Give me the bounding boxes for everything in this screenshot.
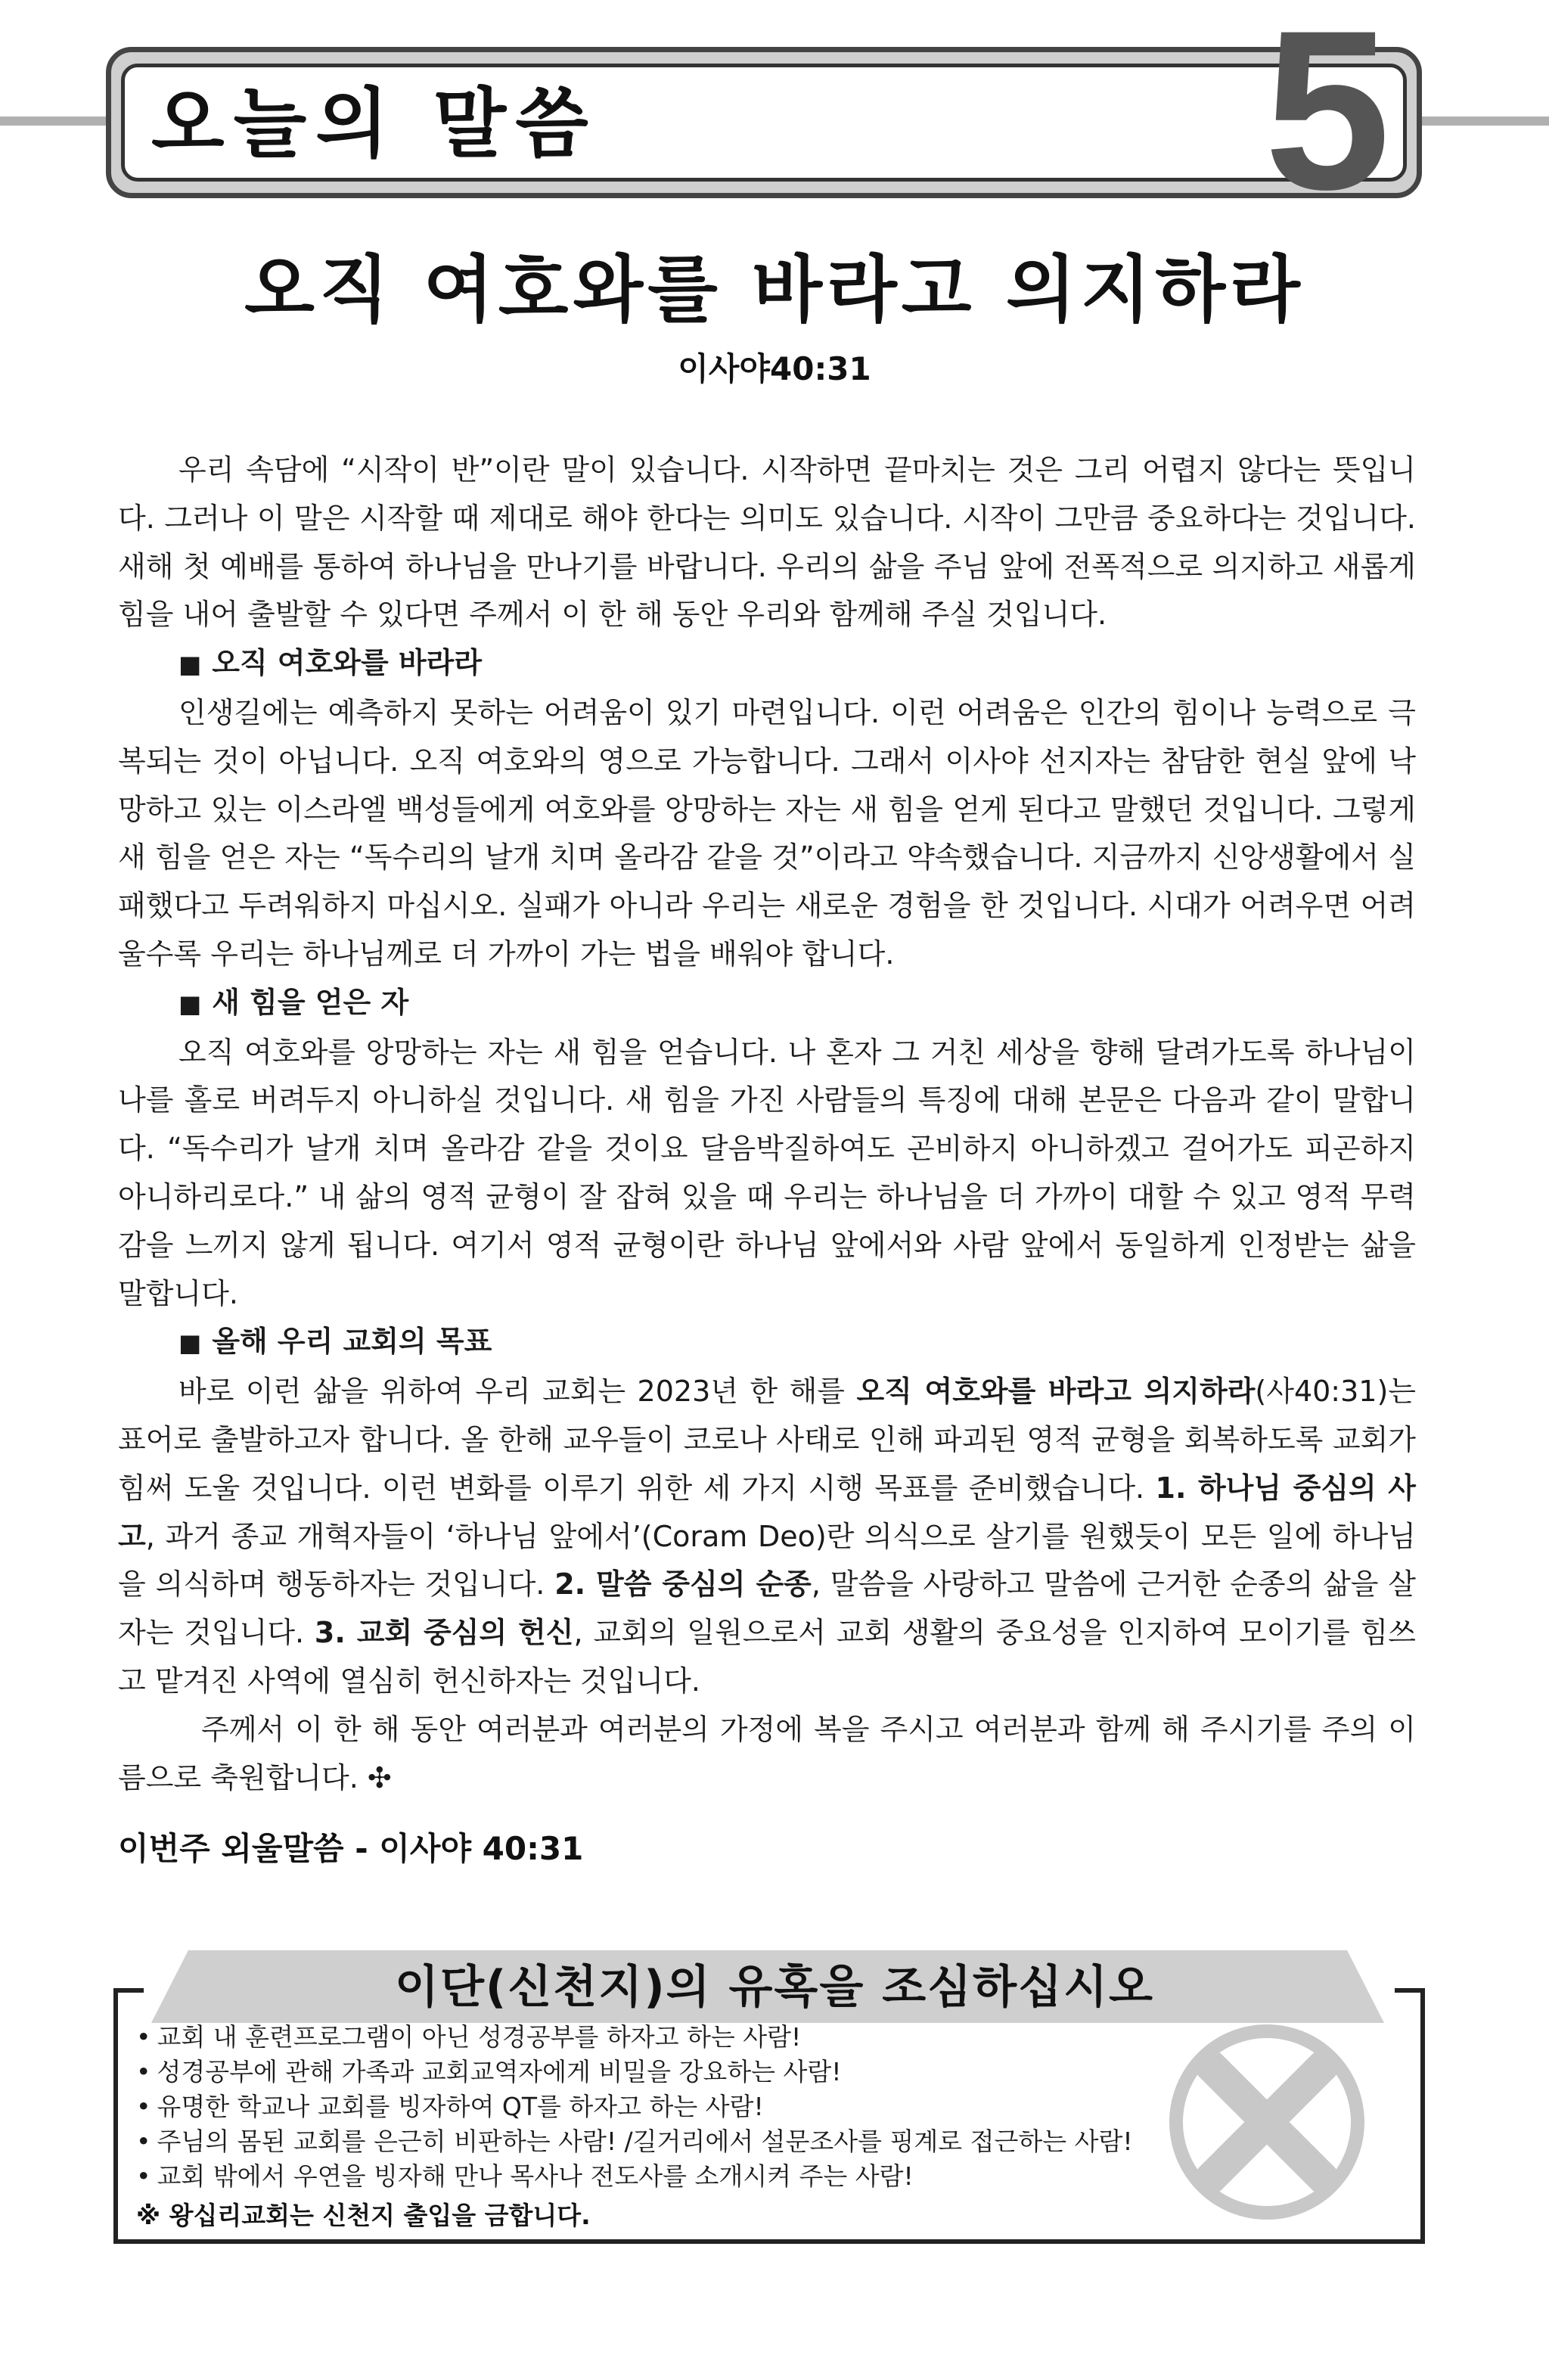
section-heading [118, 1318, 1416, 1368]
list-item [136, 2159, 1407, 2194]
goal-1-title: 1. 하나님 중심의 사고 [118, 1471, 1416, 1553]
list-item-text: 교회 밖에서 우연을 빙자해 만나 목사나 전도사를 소개시켜 주는 사람! [157, 2161, 914, 2191]
goal-3-text: , 교회의 일원으로서 교회 생활의 중요성을 인지하여 모이기를 힘쓰고 맡겨진 사역에 열심히 헌신하자는 것입니다. [118, 1616, 1416, 1698]
scripture-reference: 이사야40:31 [678, 350, 871, 387]
week-number: 5 [1264, 0, 1391, 237]
warning-title: 이단(신천지)의 유혹을 조심하십시오 [394, 1961, 1155, 2014]
list-item [136, 2055, 1407, 2089]
goal-1-text: , 과거 종교 개혁자들이 ‘하나님 앞에서’(Coram Deo)란 의식으로 살기를 원했듯이 모든 일에 하나님을 의식하며 행동하자는 것입니다. [118, 1519, 1416, 1602]
section-heading [118, 639, 1416, 689]
section-paragraph: 인생길에는 예측하지 못하는 어려움이 있기 마련입니다. 이런 어려움은 인간의 힘이나 능력으로 극복되는 것이 아닙니다. 오직 여호와의 영으로 가능합니다. 그래서 이사야 선지자는 참담한 현실 앞에 낙망하고 있는 이스라엘 백성들에게 여호와를 앙망하는 자는 새 힘을 얻게 된다고 말했던 것입니다. 그렇게 새 힘을 얻은 자는 “독수리의 날개 치며 올라감 같을 것”이라고 약속했습니다. 지금까지 신앙생활에서 실패했다고 두려워하지 마십시오. 실패가 아니라 우리는 새로운 경험을 한 것입니다. 시대가 어려우면 어려울수록 우리는 하나님께로 더 가까이 가는 법을 배워야 합니다. [118, 695, 1416, 971]
closing-text: 주께서 이 한 해 동안 여러분과 여러분의 가정에 복을 주시고 여러분과 함께 해 주시기를 주의 이름으로 축원합니다. [118, 1712, 1416, 1794]
closing-paragraph [118, 1706, 1416, 1803]
page-header-title: 오늘의 말씀 [151, 79, 598, 168]
goal-2-text: , 말씀을 사랑하고 말씀에 근거한 순종의 삶을 살자는 것입니다. [118, 1568, 1416, 1650]
bullet: • [136, 2127, 151, 2156]
intro-paragraph: 우리 속담에 “시작이 반”이란 말이 있습니다. 시작하면 끝마치는 것은 그리 어렵지 않다는 뜻입니다. 그러나 이 말은 시작할 때 제대로 해야 한다는 의미도 있습니다. 시작이 그만큼 중요하다는 것입니다. 새해 첫 예배를 통하여 하나님을 만나기를 바랍니다. 우리의 삶을 주님 앞에 전폭적으로 의지하고 새롭게 힘을 내어 출발할 수 있다면 주께서 이 한 해 동안 우리와 함께해 주실 것입니다. [118, 453, 1416, 632]
bullet: • [136, 2022, 151, 2052]
section-heading-text: 새 힘을 얻은 자 [212, 985, 409, 1019]
goals-text: (사40:31)는 표어로 출발하고자 합니다. 올 한해 교우들이 코로나 사태로 인해 파괴된 영적 균형을 회복하도록 교회가 힘써 도울 것입니다. 이런 변화를 이루기 위한 세 가지 시행 목표를 준비했습니다. [118, 1375, 1416, 1505]
bullet: • [136, 2057, 151, 2086]
memory-verse: 이번주 외울말씀 - 이사야 40:31 [118, 1830, 584, 1867]
list-item-text: 성경공부에 관해 가족과 교회교역자에게 비밀을 강요하는 사람! [157, 2057, 842, 2086]
bullet: • [136, 2092, 151, 2121]
list-item-text: 교회 내 훈련프로그램이 아닌 성경공부를 하자고 하는 사람! [157, 2022, 802, 2052]
list-item [136, 2089, 1407, 2124]
section-paragraph: 오직 여호와를 앙망하는 자는 새 힘을 얻습니다. 나 혼자 그 거친 세상을 향해 달려가도록 하나님이 나를 홀로 버려두지 아니하실 것입니다. 새 힘을 가진 사람들의 특징에 대해 본문은 다음과 같이 말합니다. “독수리가 날개 치며 올라감 같을 것이요 달음박질하여도 곤비하지 아니하겠고 걸어가도 피곤하지 아니하리로다.” 내 삶의 영적 균형이 잘 잡혀 있을 때 우리는 하나님을 더 가까이 대할 수 있고 영적 무력감을 느끼지 않게 됩니다. 여기서 영적 균형이란 하나님 앞에서와 사람 앞에서 동일하게 인정받는 삶을 말합니다. [118, 1035, 1416, 1310]
section-heading-text: 올해 우리 교회의 목표 [212, 1325, 492, 1359]
list-item-text: 주님의 몸된 교회를 은근히 비판하는 사람! /길거리에서 설문조사를 핑계로 접근하는 사람! [157, 2127, 1133, 2156]
cross-flourish-icon: ✣ [367, 1760, 392, 1794]
bullet: • [136, 2161, 151, 2191]
church-motto: 오직 여호와를 바라고 의지하라 [856, 1375, 1256, 1409]
list-item [136, 2020, 1407, 2055]
sermon-title: 오직 여호와를 바라고 의지하라 [244, 247, 1305, 332]
goal-2-title: 2. 말씀 중심의 순종 [554, 1568, 812, 1602]
black-square-icon: ■ [178, 989, 202, 1018]
goals-text: 바로 이런 삶을 위하여 우리 교회는 2023년 한 해를 [178, 1375, 857, 1409]
list-item [136, 2124, 1407, 2159]
black-square-icon: ■ [178, 1328, 202, 1358]
goals-paragraph [118, 1368, 1416, 1706]
warning-list [136, 2020, 1407, 2194]
sermon-body [118, 446, 1416, 1802]
black-square-icon: ■ [178, 650, 202, 679]
list-item-text: 유명한 학교나 교회를 빙자하여 QT를 하자고 하는 사람! [157, 2092, 764, 2121]
goal-3-title: 3. 교회 중심의 헌신 [314, 1616, 574, 1650]
section-heading-text: 오직 여호와를 바라라 [212, 646, 483, 680]
section-heading [118, 979, 1416, 1029]
warning-note: ※ 왕십리교회는 신천지 출입을 금합니다. [136, 2201, 591, 2230]
